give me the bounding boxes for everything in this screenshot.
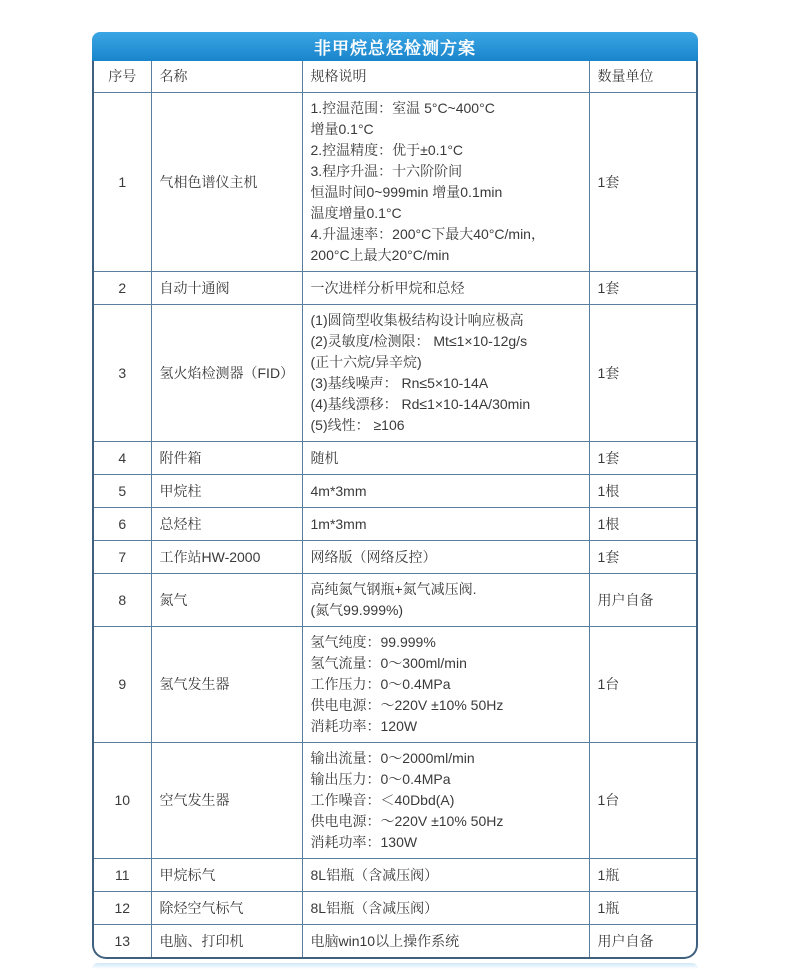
quantity-cell: 1台: [589, 743, 696, 859]
spec-line: 工作压力：0～0.4MPa: [310, 676, 451, 692]
spec-line: (2)灵敏度/检测限： Mt≤1×10-12g/s: [310, 333, 528, 349]
spec-line: 4.升温速率：200°C下最大40°C/min，: [310, 226, 545, 242]
item-name-cell: 甲烷柱: [151, 475, 302, 508]
header-qty: 数量单位: [589, 61, 696, 93]
item-name-cell: 空气发生器: [151, 743, 302, 859]
spec-line: 氢气纯度：99.999%: [310, 634, 436, 650]
spec-line: (氮气99.999%): [310, 602, 404, 618]
header-name: 名称: [151, 61, 302, 93]
spec-line: 随机: [310, 449, 339, 466]
table-row: [94, 743, 696, 859]
item-spec-cell: [302, 272, 589, 305]
quantity-cell: 1套: [589, 93, 696, 272]
row-number-cell: 2: [94, 272, 151, 305]
spec-table: [94, 61, 696, 957]
quantity-cell: 1根: [589, 508, 696, 541]
item-name-cell: 附件箱: [151, 442, 302, 475]
spec-line: 1m*3mm: [310, 515, 367, 532]
spec-line: 8L铝瓶（含减压阀）: [310, 866, 439, 883]
table-row: [94, 442, 696, 475]
header-spec: 规格说明: [302, 61, 589, 93]
row-number-cell: 5: [94, 475, 151, 508]
next-section-edge: [92, 963, 698, 969]
spec-line: 氢气流量：0～300ml/min: [310, 655, 467, 671]
spec-line: 高纯氮气钢瓶+氮气减压阀.: [310, 581, 477, 597]
table-row: [94, 272, 696, 305]
item-spec-cell: [302, 574, 589, 627]
table-row: [94, 859, 696, 892]
row-number-cell: 6: [94, 508, 151, 541]
spec-line: (5)线性： ≥106: [310, 417, 405, 433]
item-name-cell: 总烃柱: [151, 508, 302, 541]
row-number-cell: 7: [94, 541, 151, 574]
spec-line: 工作噪音：＜40Dbd(A): [310, 792, 455, 808]
spec-line: 3.程序升温：十六阶阶间: [310, 163, 463, 179]
spec-line: 1.控温范围：室温 5°C~400°C: [310, 100, 495, 116]
item-name-cell: 氢气发生器: [151, 627, 302, 743]
item-name-cell: 气相色谱仪主机: [151, 93, 302, 272]
item-name-cell: 工作站HW-2000: [151, 541, 302, 574]
spec-line: 消耗功率：120W: [310, 718, 418, 734]
item-name-cell: 甲烷标气: [151, 859, 302, 892]
spec-table-wrapper: [92, 61, 698, 959]
table-row: [94, 541, 696, 574]
table-row: [94, 93, 696, 272]
spec-line: (正十六烷/异辛烷): [310, 354, 422, 370]
header-no: 序号: [94, 61, 151, 93]
spec-line: (4)基线漂移： Rd≤1×10-14A/30min: [310, 396, 531, 412]
spec-line: 8L铝瓶（含减压阀）: [310, 899, 439, 916]
spec-line: 电脑win10以上操作系统: [310, 932, 460, 949]
item-spec-cell: [302, 508, 589, 541]
spec-line: 供电电源：～220V ±10% 50Hz: [310, 813, 504, 829]
spec-line: 输出流量：0～2000ml/min: [310, 750, 475, 766]
header-row: [94, 61, 696, 93]
table-row: [94, 627, 696, 743]
quantity-cell: 1根: [589, 475, 696, 508]
spec-line: (3)基线噪声： Rn≤5×10-14A: [310, 375, 489, 391]
quantity-cell: 1台: [589, 627, 696, 743]
quantity-cell: 1套: [589, 272, 696, 305]
table-body: [94, 93, 696, 958]
quantity-cell: 1套: [589, 541, 696, 574]
table-row: [94, 508, 696, 541]
detection-plan-panel: [92, 32, 698, 969]
panel-title: 非甲烷总烃检测方案: [314, 39, 476, 58]
row-number-cell: 1: [94, 93, 151, 272]
quantity-cell: 1套: [589, 442, 696, 475]
item-spec-cell: [302, 925, 589, 958]
item-spec-cell: [302, 475, 589, 508]
spec-line: 2.控温精度：优于±0.1°C: [310, 142, 464, 158]
item-name-cell: 除烃空气标气: [151, 892, 302, 925]
item-name-cell: 自动十通阀: [151, 272, 302, 305]
quantity-cell: 用户自备: [589, 574, 696, 627]
row-number-cell: 10: [94, 743, 151, 859]
spec-line: 温度增量0.1°C: [310, 205, 402, 221]
table-row: [94, 475, 696, 508]
quantity-cell: 1套: [589, 305, 696, 442]
item-name-cell: 氮气: [151, 574, 302, 627]
row-number-cell: 4: [94, 442, 151, 475]
item-name-cell: 氢火焰检测器（FID）: [151, 305, 302, 442]
quantity-cell: 1瓶: [589, 892, 696, 925]
row-number-cell: 8: [94, 574, 151, 627]
spec-line: (1)圆筒型收集极结构设计响应极高: [310, 312, 524, 328]
item-spec-cell: [302, 93, 589, 272]
quantity-cell: 用户自备: [589, 925, 696, 958]
spec-line: 输出压力：0～0.4MPa: [310, 771, 451, 787]
item-spec-cell: [302, 442, 589, 475]
item-spec-cell: [302, 859, 589, 892]
item-spec-cell: [302, 743, 589, 859]
spec-line: 消耗功率：130W: [310, 834, 418, 850]
item-name-cell: 电脑、打印机: [151, 925, 302, 958]
quantity-cell: 1瓶: [589, 859, 696, 892]
item-spec-cell: [302, 541, 589, 574]
table-row: [94, 925, 696, 958]
item-spec-cell: [302, 627, 589, 743]
spec-line: 增量0.1°C: [310, 121, 374, 137]
spec-line: 4m*3mm: [310, 482, 367, 499]
row-number-cell: 13: [94, 925, 151, 958]
row-number-cell: 11: [94, 859, 151, 892]
table-row: [94, 574, 696, 627]
spec-line: 一次进样分析甲烷和总烃: [310, 279, 465, 296]
panel-title-bar: [92, 32, 698, 61]
item-spec-cell: [302, 305, 589, 442]
table-row: [94, 305, 696, 442]
spec-line: 恒温时间0~999min 增量0.1min: [310, 184, 503, 200]
spec-line: 供电电源：～220V ±10% 50Hz: [310, 697, 504, 713]
spec-line: 200°C上最大20°C/min: [310, 247, 450, 263]
row-number-cell: 3: [94, 305, 151, 442]
row-number-cell: 9: [94, 627, 151, 743]
spec-line: 网络版（网络反控）: [310, 548, 437, 565]
row-number-cell: 12: [94, 892, 151, 925]
